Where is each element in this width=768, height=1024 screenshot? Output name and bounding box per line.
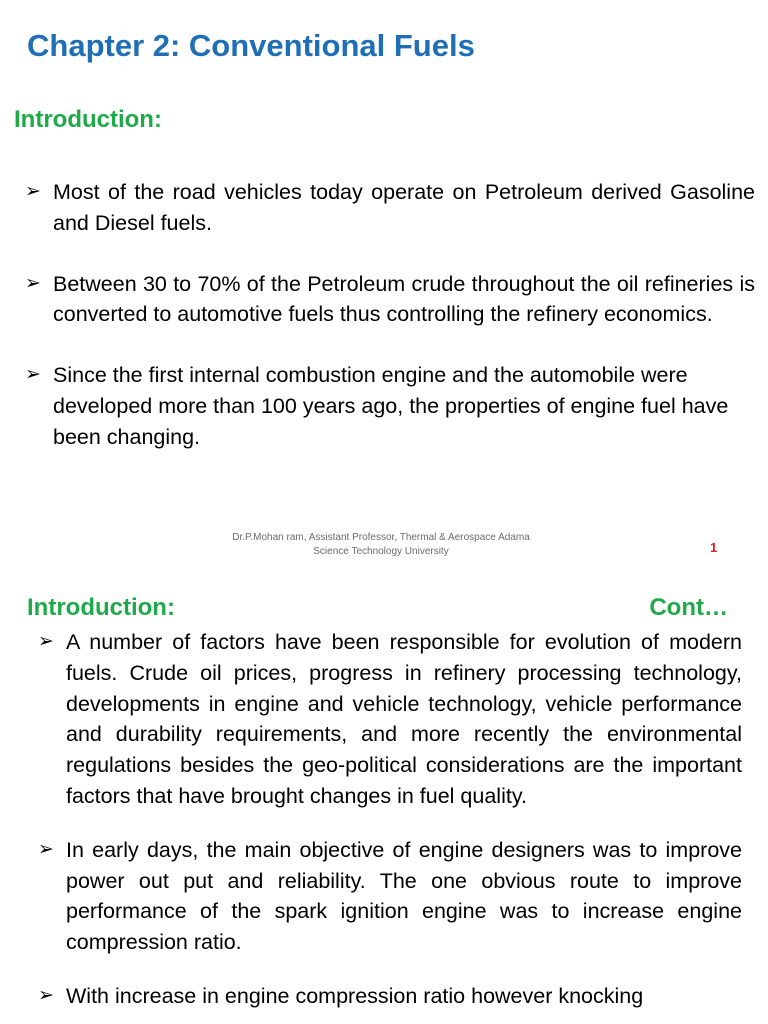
bullet-item bbox=[25, 177, 755, 239]
arrowhead-bullet-icon: ➢ bbox=[38, 838, 54, 860]
chapter-title: Chapter 2: Conventional Fuels bbox=[27, 28, 475, 63]
bullet-text: Since the first internal combustion engine and the automobile were developed more than 100 years ago, the properties of engine fuel have been changing. bbox=[53, 363, 729, 449]
continuation-label: Cont… bbox=[649, 594, 728, 621]
bullet-text: A number of factors have been responsible for evolution of modern fuels. Crude oil prices, progress in refinery processing technology, developments in engine and vehicle technology, vehicle performance and durability requirements, and more recently the environmental regulations besides the geo-political considerations are the important factors that have brought changes in fuel quality. bbox=[66, 630, 742, 808]
arrowhead-bullet-icon: ➢ bbox=[25, 364, 41, 386]
bullet-text: Between 30 to 70% of the Petroleum crude throughout the oil refineries is converted to automotive fuels thus controlling the refinery economics. bbox=[53, 271, 755, 327]
arrowhead-bullet-icon: ➢ bbox=[38, 631, 54, 652]
bullet-item bbox=[25, 360, 755, 452]
bullet-text: With increase in engine compression ratio however knocking bbox=[66, 983, 644, 1008]
footer-author-line: Dr.P.Mohan ram, Assistant Professor, Thermal & Aerospace Adama bbox=[232, 532, 530, 543]
bullet-item bbox=[38, 835, 742, 958]
slide-footer bbox=[200, 531, 562, 559]
bullet-item bbox=[38, 981, 742, 1012]
arrowhead-bullet-icon: ➢ bbox=[38, 984, 54, 1006]
bullet-item bbox=[25, 269, 755, 331]
bullet-list bbox=[25, 177, 755, 483]
bullet-item bbox=[38, 627, 742, 812]
bullet-list bbox=[38, 627, 742, 1024]
section-title: Introduction: bbox=[14, 106, 162, 133]
page-number: 1 bbox=[710, 540, 718, 555]
arrowhead-bullet-icon: ➢ bbox=[25, 181, 41, 202]
section-title: Introduction: bbox=[27, 594, 175, 621]
bullet-text: Most of the road vehicles today operate on Petroleum derived Gasoline and Diesel fuels. bbox=[53, 180, 755, 235]
arrowhead-bullet-icon: ➢ bbox=[25, 272, 41, 294]
bullet-text: In early days, the main objective of engine designers was to improve power out put and reliability. The one obvious route to improve performance of the spark ignition engine was to increase engine compression ratio. bbox=[66, 837, 742, 955]
footer-author-line: Science Technology University bbox=[313, 546, 449, 557]
